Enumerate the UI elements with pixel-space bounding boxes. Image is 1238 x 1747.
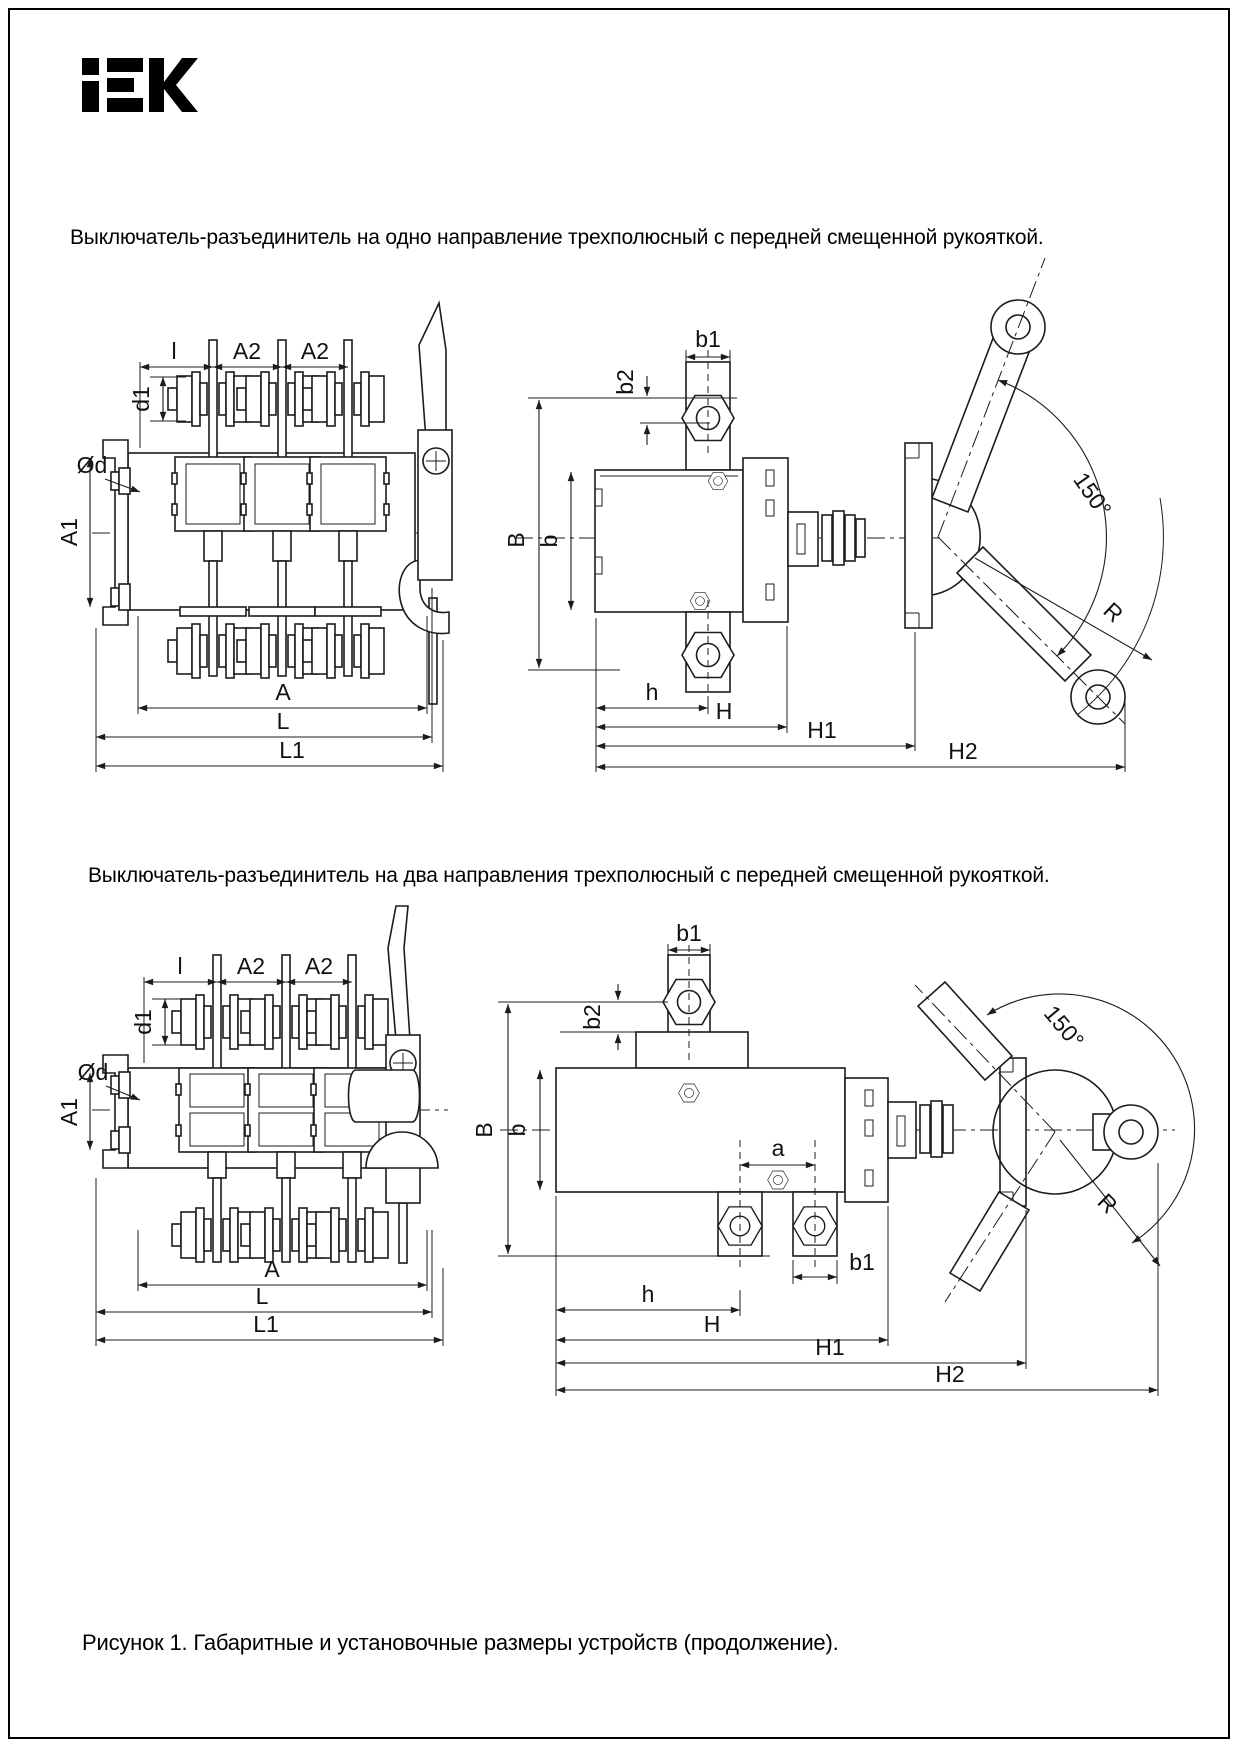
dim-label-b: b [504,1123,530,1137]
dim-label-A2: A2 [300,338,330,364]
dim-label-l: l [177,953,183,979]
dim-label-l: l [171,338,177,364]
dim-label-b1: b1 [849,1249,875,1275]
dim-label-d1: d1 [130,1009,156,1035]
dim-label-angle: 150° [1068,467,1117,522]
drawing-2-side-view [471,920,1195,1396]
dim-label-B: B [471,1122,497,1138]
dim-label-A: A [275,679,291,705]
dim-label-L1: L1 [279,737,305,763]
dim-label-h: h [645,679,659,705]
dim-label-a: a [771,1135,785,1161]
dim-label-A2: A2 [304,953,334,979]
dim-label-A: A [264,1256,280,1282]
figure-caption: Рисунок 1. Габаритные и установочные размеры устройств (продолжение). [82,1630,839,1655]
dim-label-A2: A2 [232,338,262,364]
dim-label-b2: b2 [579,1004,605,1030]
dim-label-b1: b1 [676,920,702,946]
dim-label-d1: d1 [128,386,154,412]
dim-label-R: R [1098,596,1129,628]
dim-label-H1: H1 [815,1334,845,1360]
drawing-2-front-view [56,906,448,1346]
drawing-1-side-view [503,258,1163,772]
dim-label-H2: H2 [948,738,978,764]
dim-label-b2: b2 [612,369,638,395]
dim-label-H2: H2 [935,1361,965,1387]
dim-label-diameter-d: Ød [77,1059,109,1085]
dim-label-angle: 150° [1038,1000,1090,1054]
dim-label-A2: A2 [236,953,266,979]
dim-label-A1: A1 [56,1097,82,1127]
dim-label-L: L [255,1283,269,1309]
drawing-1-front-view [56,303,452,772]
dim-label-B: B [503,532,529,548]
section-title-one-direction: Выключатель-разъединитель на одно направление трехполюсный с передней смещенной рукояткой. [70,226,1044,249]
dim-label-b: b [536,534,562,548]
dim-label-diameter-d: Ød [76,452,108,478]
dim-label-A1: A1 [56,517,82,547]
dim-label-H: H [715,698,733,724]
dim-label-H1: H1 [807,717,837,743]
dim-label-H: H [703,1311,721,1337]
dim-label-L1: L1 [253,1311,279,1337]
dim-label-b1: b1 [695,326,721,352]
dim-label-h: h [641,1281,655,1307]
dim-label-R: R [1092,1188,1123,1219]
section-title-two-directions: Выключатель-разъединитель на два направления трехполюсный с передней смещенной рукояткой. [88,864,1050,887]
dim-label-L: L [276,708,290,734]
